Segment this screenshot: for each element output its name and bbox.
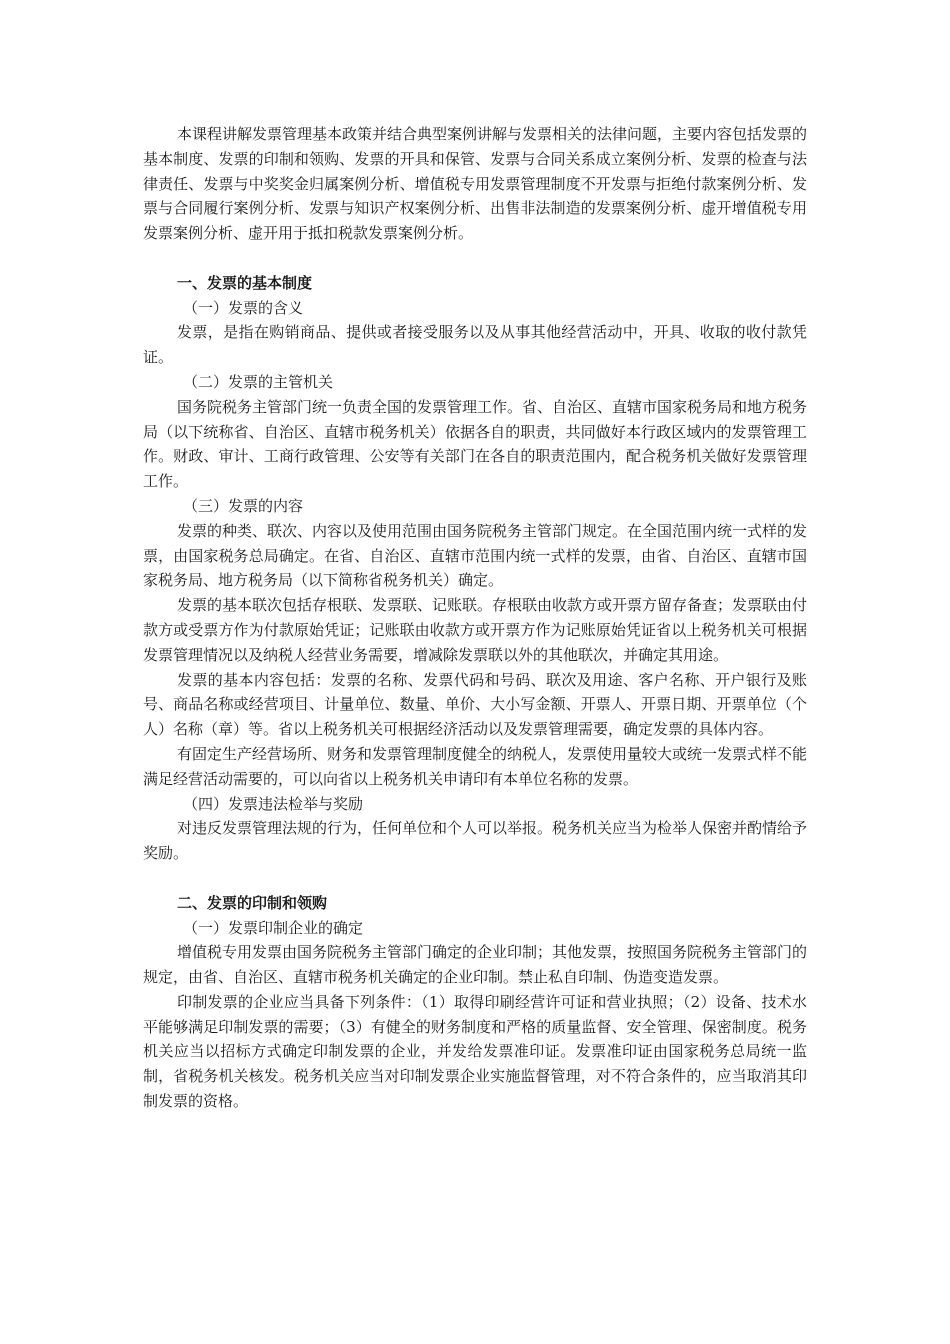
paragraph: 国务院税务主管部门统一负责全国的发票管理工作。省、自治区、直辖市国家税务局和地方税务局（以下统称省、自治区、直辖市税务机关）依据各自的职责，共同做好本行政区域内的发票管理工作。财政、审计、工商行政管理、公安等有关部门在各自的职责范围内，配合税务机关做好发票管理工作。 bbox=[143, 397, 808, 491]
paragraph: 对违反发票管理法规的行为，任何单位和个人可以举报。税务机关应当为检举人保密并酌情给予奖励。 bbox=[143, 819, 808, 863]
section-heading-1: 一、发票的基本制度 bbox=[177, 273, 313, 292]
paragraph: 发票的基本内容包括：发票的名称、发票代码和号码、联次及用途、客户名称、开户银行及账号、商品名称或经营项目、计量单位、数量、单价、大小写金额、开票人、开票日期、开票单位（个人）名称（章）等。省以上税务机关可根据经济活动以及发票管理需要，确定发票的具体内容。 bbox=[143, 670, 807, 739]
paragraph: 增值税专用发票由国务院税务主管部门确定的企业印制；其他发票，按照国务院税务主管部门的规定，由省、自治区、直辖市税务机关确定的企业印制。禁止私自印制、伪造变造发票。 bbox=[143, 943, 808, 987]
subheading-report-reward: （四）发票违法检举与奖励 bbox=[183, 794, 364, 813]
paragraph: 发票，是指在购销商品、提供或者接受服务以及从事其他经营活动中，开具、收取的收付款凭证。 bbox=[143, 323, 807, 367]
paragraph: 有固定生产经营场所、财务和发票管理制度健全的纳税人，发票使用量较大或统一发票式样不能满足经营活动需要的，可以向省以上税务机关申请印有本单位名称的发票。 bbox=[143, 744, 808, 788]
subheading-printing-enterprise: （一）发票印制企业的确定 bbox=[183, 918, 364, 937]
paragraph: 印制发票的企业应当具备下列条件：（1）取得印刷经营许可证和营业执照；（2）设备、技术水平能够满足印制发票的需要；（3）有健全的财务制度和严格的质量监督、安全管理、保密制度。税务机关应当以招标方式确定印制发票的企业，并发给发票准印证。发票准印证由国家税务总局统一监制，省税务机关核发。税务机关应当对印制发票企业实施监督管理，对不符合条件的，应当取消其印制发票的资格。 bbox=[143, 992, 807, 1111]
subheading-authority: （二）发票的主管机关 bbox=[183, 372, 334, 391]
paragraph: 发票的种类、联次、内容以及使用范围由国务院税务主管部门规定。在全国范围内统一式样的发票，由国家税务总局确定。在省、自治区、直辖市范围内统一式样的发票，由省、自治区、直辖市国家税务局、地方税务局（以下简称省税务机关）确定。 bbox=[143, 521, 808, 590]
section-heading-2: 二、发票的印制和领购 bbox=[177, 893, 328, 912]
paragraph: 发票的基本联次包括存根联、发票联、记账联。存根联由收款方或开票方留存备查；发票联由付款方或受票方作为付款原始凭证；记账联由收款方或开票方作为记账原始凭证省以上税务机关可根据发票管理情况以及纳税人经营业务需要，增减除发票联以外的其他联次，并确定其用途。 bbox=[143, 596, 808, 664]
spacer bbox=[143, 246, 807, 271]
document-page bbox=[143, 122, 807, 1114]
intro-paragraph: 本课程讲解发票管理基本政策并结合典型案例讲解与发票相关的法律问题，主要内容包括发票的基本制度、发票的印制和领购、发票的开具和保管、发票与合同关系成立案例分析、发票的检查与法律责任、发票与中奖奖金归属案例分析、增值税专用发票管理制度不开发票与拒绝付款案例分析、发票与合同履行案例分析、发票与知识产权案例分析、出售非法制造的发票案例分析、虚开增值税专用发票案例分析、虚开用于抵扣税款发票案例分析。 bbox=[143, 125, 808, 243]
subheading-invoice-meaning: （一）发票的含义 bbox=[183, 298, 304, 317]
subheading-content: （三）发票的内容 bbox=[183, 496, 304, 515]
spacer bbox=[143, 866, 807, 891]
